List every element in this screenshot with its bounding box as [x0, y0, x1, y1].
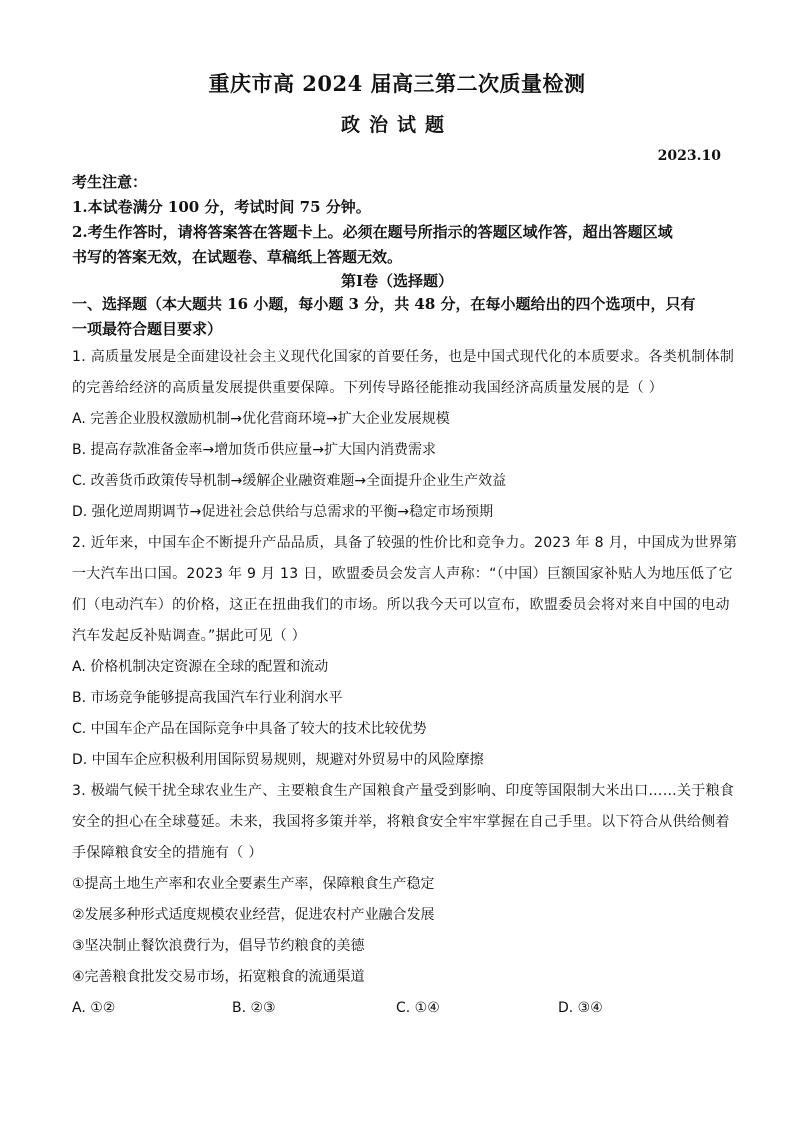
option-d: D. 中国车企应积极利用国际贸易规则，规避对外贸易中的风险摩擦	[72, 752, 484, 768]
question-1	[72, 342, 735, 528]
exam-subject: 政治试题	[340, 114, 453, 136]
exam-title: 重庆市高 2024 届高三第二次质量检测	[208, 71, 586, 96]
statement-3: ③坚决制止餐饮浪费行为，倡导节约粮食的美德	[72, 938, 365, 954]
option-a: A. 完善企业股权激励机制→优化营商环境→扩大企业发展规模	[72, 411, 450, 427]
option-d: D. 强化逆周期调节→促进社会总供给与总需求的平衡→稳定市场预期	[72, 504, 494, 520]
answer-choices	[72, 993, 722, 1024]
section-instruction	[72, 292, 722, 342]
statement-2: ②发展多种形式适度规模农业经营，促进农村产业融合发展	[72, 907, 435, 923]
stem-line: 的完善给经济的高质量发展提供重要保障。下列传导路径能推动我国经济高质量发展的是（ ）	[72, 380, 664, 396]
choice-c: C. ①④	[396, 1000, 440, 1016]
question-3	[72, 776, 735, 1024]
notice-item-2-line-1: 2.考生作答时，请将答案答在答题卡上。必须在题号所指示的答题区域作答，超出答题区域	[72, 223, 673, 241]
option-b: B. 提高存款准备金率→增加货币供应量→扩大国内消费需求	[72, 442, 436, 458]
question-2-stem	[72, 528, 738, 652]
section-title: 第Ⅰ卷（选择题）	[340, 272, 454, 290]
option-a: A. 价格机制决定资源在全球的配置和流动	[72, 659, 329, 675]
stem-line: 们（电动汽车）的价格，这正在扭曲我们的市场。所以我今天可以宣布，欧盟委员会将对来自中国的电动	[72, 597, 730, 613]
option-c: C. 改善货币政策传导机制→缓解企业融资难题→全面提升企业生产效益	[72, 473, 507, 489]
instruction-line-1: 一、选择题（本大题共 16 小题，每小题 3 分，共 48 分，在每小题给出的四个选项中，只有	[72, 295, 696, 313]
option-b: B. 市场竞争能够提高我国汽车行业利润水平	[72, 690, 343, 706]
statement-1: ①提高土地生产率和农业全要素生产率，保障粮食生产稳定	[72, 876, 435, 892]
stem-line: 2. 近年来，中国车企不断提升产品品质，具备了较强的性价比和竞争力。2023 年 8 月，中国成为世界第	[72, 535, 738, 551]
question-3-stem	[72, 776, 735, 869]
question-2	[72, 528, 738, 776]
stem-line: 一大汽车出口国。2023 年 9 月 13 日，欧盟委员会发言人声称：“（中国）巨额国家补贴人为地压低了它	[72, 566, 733, 582]
notice-item-2-line-2: 书写的答案无效，在试题卷、草稿纸上答题无效。	[72, 248, 403, 266]
stem-line: 安全的担心在全球蔓延。未来，我国将多策并举，将粮食安全牢牢掌握在自己手里。以下符合从供给侧着	[72, 814, 730, 830]
notice-heading: 考生注意：	[72, 173, 148, 191]
question-1-stem	[72, 342, 735, 404]
notice-block	[72, 170, 722, 270]
stem-line: 1. 高质量发展是全面建设社会主义现代化国家的首要任务，也是中国式现代化的本质要求。各类机制体制	[72, 349, 735, 365]
exam-date: 2023.10	[657, 148, 721, 164]
stem-line: 3. 极端气候干扰全球农业生产、主要粮食生产国粮食产量受到影响、印度等国限制大米出口……关于粮食	[72, 783, 735, 799]
choice-d: D. ③④	[558, 1000, 603, 1016]
choice-b: B. ②③	[232, 1000, 276, 1016]
choice-a: A. ①②	[72, 1000, 116, 1016]
stem-line: 手保障粮食安全的措施有（ ）	[72, 845, 263, 861]
instruction-line-2: 一项最符合题目要求）	[72, 320, 223, 338]
stem-line: 汽车发起反补贴调查。”据此可见（ ）	[72, 628, 307, 644]
option-c: C. 中国车企产品在国际竞争中具备了较大的技术比较优势	[72, 721, 427, 737]
statement-4: ④完善粮食批发交易市场，拓宽粮食的流通渠道	[72, 969, 365, 985]
notice-item-1: 1.本试卷满分 100 分，考试时间 75 分钟。	[72, 198, 371, 216]
